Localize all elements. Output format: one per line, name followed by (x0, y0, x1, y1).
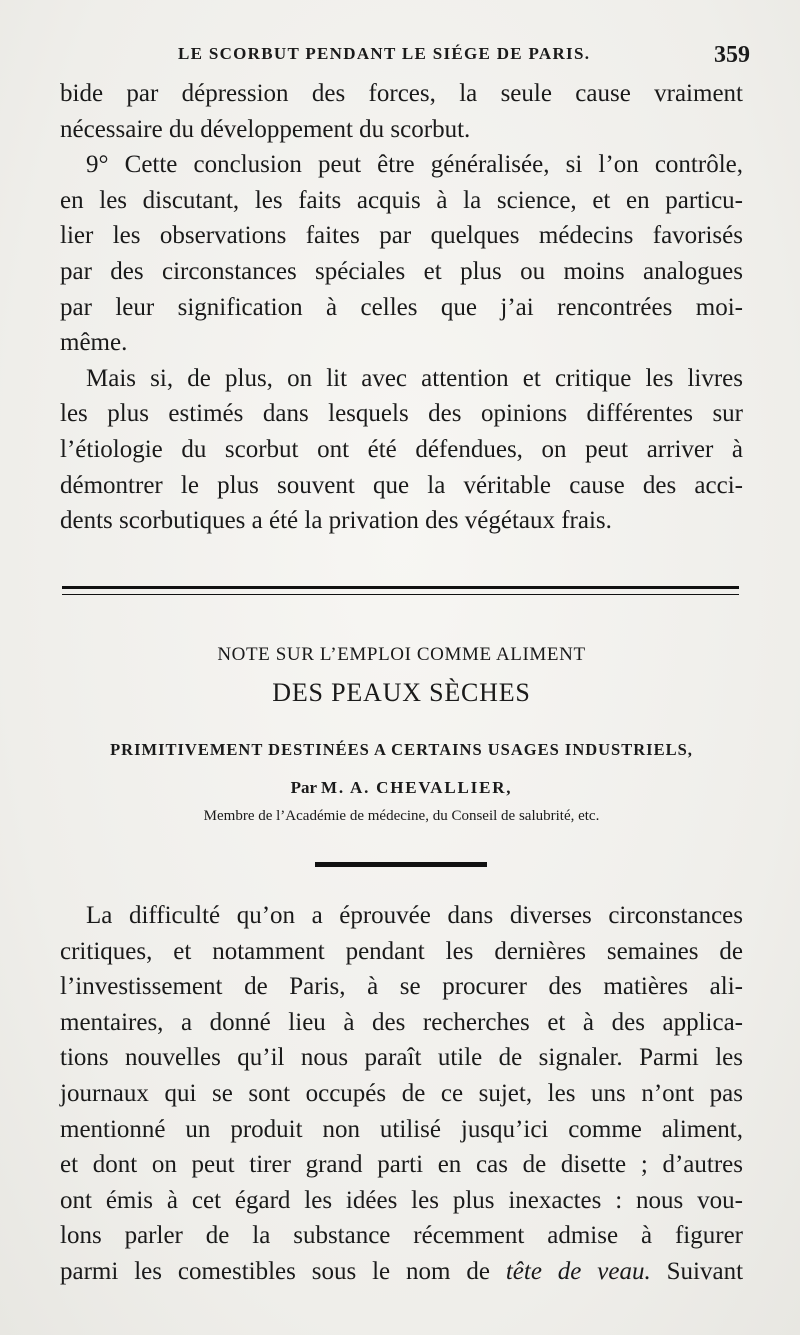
text-line: lier les observations faites par quelques médecins favorisés (60, 222, 743, 250)
text-line: mentaires, a donné lieu à des recherches et à des applica- (60, 1008, 743, 1036)
text-line: tions nouvelles qu’il nous paraît utile de signaler. Parmi les (60, 1044, 743, 1072)
text-line: critiques, et notamment pendant les dernières semaines de (60, 937, 743, 965)
text-line: mentionné un produit non utilisé jusqu’ici comme aliment, (60, 1115, 743, 1143)
text-line: même. (60, 329, 128, 357)
note-heading-title: DES PEAUX SÈCHES (272, 678, 531, 707)
top-text-block (60, 76, 743, 539)
short-divider (315, 862, 487, 867)
text-segment: parmi les comestibles sous le nom de (60, 1257, 490, 1285)
text-line: dents scorbutiques a été la privation des végétaux frais. (60, 507, 612, 535)
text-line: bide par dépression des forces, la seule cause vraiment (60, 80, 743, 107)
note-heading-line1: NOTE SUR L’EMPLOI COMME ALIMENT (217, 644, 586, 665)
text-line: journaux qui se sont occupés de ce sujet, les uns n’ont pas (60, 1079, 743, 1107)
running-title: LE SCORBUT PENDANT LE SIÉGE DE PARIS. (178, 44, 591, 63)
text-line (60, 1254, 743, 1290)
text-line: en les discutant, les faits acquis à la science, et en particu- (60, 186, 743, 214)
italic-term: tête de veau. (505, 1257, 651, 1285)
text-line: les plus estimés dans lesquels des opinions différentes sur (60, 400, 743, 428)
page-number: 359 (714, 42, 750, 68)
author-affiliation: Membre de l’Académie de médecine, du Conseil de salubrité, etc. (203, 808, 600, 824)
text-line: 9° Cette conclusion peut être généralisée, si l’on contrôle, (86, 151, 743, 179)
running-head (60, 44, 750, 74)
text-line: par leur signification à celles que j’ai rencontrées moi- (60, 293, 743, 321)
byline-prefix: Par (290, 778, 317, 797)
section-divider (62, 586, 739, 595)
text-line: La difficulté qu’on a éprouvée dans diverses circonstances (86, 902, 743, 929)
text-segment: Suivant (666, 1257, 744, 1285)
text-line: Mais si, de plus, on lit avec attention et critique les livres (86, 364, 743, 392)
text-line: ont émis à cet égard les idées les plus inexactes : nous vou- (60, 1186, 743, 1214)
text-line: par des circonstances spéciales et plus ou moins analogues (60, 257, 743, 285)
body-text-block (60, 898, 743, 1290)
text-line: démontrer le plus souvent que la véritable cause des acci- (60, 471, 743, 499)
author-byline (60, 778, 743, 798)
text-line: lons parler de la substance récemment admise à figurer (60, 1222, 743, 1250)
text-line: l’investissement de Paris, à se procurer des matières ali- (60, 973, 743, 1001)
text-line: et dont on peut tirer grand parti en cas de disette ; d’autres (60, 1151, 743, 1179)
text-line: l’étiologie du scorbut ont été défendues, on peut arriver à (60, 435, 743, 463)
author-name: M. A. CHEVALLIER, (321, 778, 513, 797)
text-line: nécessaire du développement du scorbut. (60, 115, 471, 143)
note-heading-subtitle: PRIMITIVEMENT DESTINÉES A CERTAINS USAGES INDUSTRIELS, (110, 740, 693, 759)
